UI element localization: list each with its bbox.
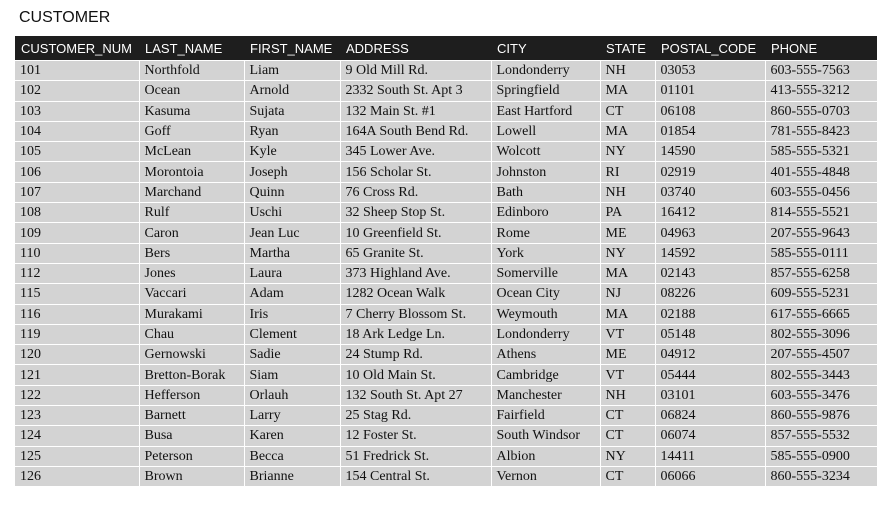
cell-postal-code: 06074 [655, 426, 765, 446]
cell-last-name: Barnett [139, 406, 244, 426]
cell-phone: 814-555-5521 [765, 203, 877, 223]
header-row [15, 36, 877, 61]
cell-last-name: Morontoia [139, 162, 244, 182]
cell-phone: 207-555-4507 [765, 345, 877, 365]
cell-city: Londonderry [491, 324, 600, 344]
cell-first-name: Clement [244, 324, 340, 344]
table-row [15, 61, 877, 81]
cell-last-name: Murakami [139, 304, 244, 324]
cell-customer-num: 125 [15, 446, 139, 466]
cell-first-name: Laura [244, 263, 340, 283]
cell-phone: 860-555-3234 [765, 466, 877, 486]
cell-first-name: Quinn [244, 182, 340, 202]
cell-last-name: Goff [139, 121, 244, 141]
table-row [15, 385, 877, 405]
cell-city: Cambridge [491, 365, 600, 385]
cell-address: 154 Central St. [340, 466, 491, 486]
cell-customer-num: 101 [15, 61, 139, 81]
cell-postal-code: 08226 [655, 284, 765, 304]
column-header-address: ADDRESS [340, 36, 491, 61]
cell-customer-num: 126 [15, 466, 139, 486]
cell-state: MA [600, 121, 655, 141]
cell-last-name: Vaccari [139, 284, 244, 304]
cell-last-name: Jones [139, 263, 244, 283]
cell-phone: 781-555-8423 [765, 121, 877, 141]
cell-city: Fairfield [491, 406, 600, 426]
column-header-city: CITY [491, 36, 600, 61]
cell-address: 12 Foster St. [340, 426, 491, 446]
cell-first-name: Adam [244, 284, 340, 304]
table-row [15, 365, 877, 385]
table-row [15, 182, 877, 202]
table-title: CUSTOMER [19, 9, 111, 26]
cell-phone: 401-555-4848 [765, 162, 877, 182]
cell-phone: 585-555-5321 [765, 142, 877, 162]
cell-address: 18 Ark Ledge Ln. [340, 324, 491, 344]
table-row [15, 263, 877, 283]
cell-state: NH [600, 182, 655, 202]
cell-phone: 860-555-9876 [765, 406, 877, 426]
cell-state: VT [600, 324, 655, 344]
cell-state: NJ [600, 284, 655, 304]
cell-first-name: Ryan [244, 121, 340, 141]
cell-city: Johnston [491, 162, 600, 182]
cell-address: 1282 Ocean Walk [340, 284, 491, 304]
cell-customer-num: 119 [15, 324, 139, 344]
cell-first-name: Larry [244, 406, 340, 426]
cell-customer-num: 123 [15, 406, 139, 426]
cell-postal-code: 04963 [655, 223, 765, 243]
cell-customer-num: 116 [15, 304, 139, 324]
cell-state: CT [600, 426, 655, 446]
cell-city: Londonderry [491, 61, 600, 81]
table-row [15, 324, 877, 344]
cell-first-name: Siam [244, 365, 340, 385]
table-row [15, 203, 877, 223]
cell-last-name: Caron [139, 223, 244, 243]
table-row [15, 345, 877, 365]
column-header-customer-num: CUSTOMER_NUM [15, 36, 139, 61]
cell-city: Manchester [491, 385, 600, 405]
cell-first-name: Sujata [244, 101, 340, 121]
cell-postal-code: 01854 [655, 121, 765, 141]
cell-state: CT [600, 466, 655, 486]
cell-city: Lowell [491, 121, 600, 141]
cell-postal-code: 05148 [655, 324, 765, 344]
cell-customer-num: 110 [15, 243, 139, 263]
cell-address: 25 Stag Rd. [340, 406, 491, 426]
cell-customer-num: 103 [15, 101, 139, 121]
cell-postal-code: 06108 [655, 101, 765, 121]
cell-last-name: Peterson [139, 446, 244, 466]
cell-state: ME [600, 223, 655, 243]
cell-state: RI [600, 162, 655, 182]
cell-phone: 603-555-0456 [765, 182, 877, 202]
cell-first-name: Liam [244, 61, 340, 81]
cell-address: 32 Sheep Stop St. [340, 203, 491, 223]
cell-phone: 609-555-5231 [765, 284, 877, 304]
cell-state: NY [600, 243, 655, 263]
cell-phone: 857-555-5532 [765, 426, 877, 446]
table-row [15, 446, 877, 466]
cell-city: Springfield [491, 81, 600, 101]
column-header-last-name: LAST_NAME [139, 36, 244, 61]
cell-state: MA [600, 304, 655, 324]
cell-last-name: Northfold [139, 61, 244, 81]
cell-phone: 207-555-9643 [765, 223, 877, 243]
column-header-postal-code: POSTAL_CODE [655, 36, 765, 61]
column-header-phone: PHONE [765, 36, 877, 61]
cell-postal-code: 14592 [655, 243, 765, 263]
cell-postal-code: 14590 [655, 142, 765, 162]
cell-customer-num: 109 [15, 223, 139, 243]
cell-first-name: Jean Luc [244, 223, 340, 243]
cell-state: ME [600, 345, 655, 365]
cell-address: 9 Old Mill Rd. [340, 61, 491, 81]
cell-postal-code: 06066 [655, 466, 765, 486]
cell-state: NH [600, 61, 655, 81]
cell-city: East Hartford [491, 101, 600, 121]
cell-address: 373 Highland Ave. [340, 263, 491, 283]
cell-state: CT [600, 101, 655, 121]
cell-city: Bath [491, 182, 600, 202]
cell-first-name: Sadie [244, 345, 340, 365]
table-row [15, 284, 877, 304]
cell-first-name: Martha [244, 243, 340, 263]
cell-first-name: Karen [244, 426, 340, 446]
table-row [15, 406, 877, 426]
cell-address: 132 Main St. #1 [340, 101, 491, 121]
cell-last-name: Hefferson [139, 385, 244, 405]
table-row [15, 243, 877, 263]
cell-last-name: Ocean [139, 81, 244, 101]
cell-postal-code: 02143 [655, 263, 765, 283]
cell-address: 132 South St. Apt 27 [340, 385, 491, 405]
cell-customer-num: 120 [15, 345, 139, 365]
cell-postal-code: 06824 [655, 406, 765, 426]
column-header-state: STATE [600, 36, 655, 61]
cell-city: Somerville [491, 263, 600, 283]
cell-address: 345 Lower Ave. [340, 142, 491, 162]
cell-postal-code: 03053 [655, 61, 765, 81]
cell-customer-num: 122 [15, 385, 139, 405]
cell-customer-num: 105 [15, 142, 139, 162]
cell-phone: 860-555-0703 [765, 101, 877, 121]
table-row [15, 162, 877, 182]
cell-address: 10 Old Main St. [340, 365, 491, 385]
cell-postal-code: 02188 [655, 304, 765, 324]
cell-last-name: Marchand [139, 182, 244, 202]
cell-customer-num: 102 [15, 81, 139, 101]
table-body [15, 61, 877, 487]
cell-phone: 413-555-3212 [765, 81, 877, 101]
cell-address: 24 Stump Rd. [340, 345, 491, 365]
table-row [15, 466, 877, 486]
cell-first-name: Becca [244, 446, 340, 466]
cell-city: Edinboro [491, 203, 600, 223]
cell-last-name: Rulf [139, 203, 244, 223]
cell-customer-num: 115 [15, 284, 139, 304]
cell-address: 164A South Bend Rd. [340, 121, 491, 141]
cell-first-name: Brianne [244, 466, 340, 486]
cell-state: NH [600, 385, 655, 405]
cell-last-name: Chau [139, 324, 244, 344]
cell-phone: 603-555-3476 [765, 385, 877, 405]
cell-state: MA [600, 263, 655, 283]
cell-address: 10 Greenfield St. [340, 223, 491, 243]
cell-city: Albion [491, 446, 600, 466]
cell-first-name: Arnold [244, 81, 340, 101]
cell-customer-num: 121 [15, 365, 139, 385]
table-row [15, 426, 877, 446]
cell-state: MA [600, 81, 655, 101]
cell-first-name: Orlauh [244, 385, 340, 405]
cell-state: NY [600, 446, 655, 466]
cell-customer-num: 106 [15, 162, 139, 182]
cell-state: PA [600, 203, 655, 223]
table-row [15, 142, 877, 162]
column-header-first-name: FIRST_NAME [244, 36, 340, 61]
cell-postal-code: 16412 [655, 203, 765, 223]
cell-postal-code: 04912 [655, 345, 765, 365]
cell-state: NY [600, 142, 655, 162]
cell-address: 51 Fredrick St. [340, 446, 491, 466]
cell-last-name: Bretton-Borak [139, 365, 244, 385]
cell-city: Ocean City [491, 284, 600, 304]
cell-phone: 802-555-3096 [765, 324, 877, 344]
cell-phone: 585-555-0111 [765, 243, 877, 263]
cell-customer-num: 124 [15, 426, 139, 446]
cell-phone: 617-555-6665 [765, 304, 877, 324]
cell-last-name: Kasuma [139, 101, 244, 121]
cell-state: CT [600, 406, 655, 426]
cell-postal-code: 03101 [655, 385, 765, 405]
cell-phone: 857-555-6258 [765, 263, 877, 283]
cell-address: 76 Cross Rd. [340, 182, 491, 202]
cell-customer-num: 107 [15, 182, 139, 202]
cell-postal-code: 03740 [655, 182, 765, 202]
cell-postal-code: 05444 [655, 365, 765, 385]
cell-address: 65 Granite St. [340, 243, 491, 263]
table-row [15, 81, 877, 101]
customer-table [15, 36, 877, 486]
cell-customer-num: 112 [15, 263, 139, 283]
cell-last-name: Brown [139, 466, 244, 486]
cell-first-name: Uschi [244, 203, 340, 223]
cell-postal-code: 02919 [655, 162, 765, 182]
cell-last-name: Gernowski [139, 345, 244, 365]
cell-customer-num: 108 [15, 203, 139, 223]
cell-city: South Windsor [491, 426, 600, 446]
cell-address: 156 Scholar St. [340, 162, 491, 182]
cell-state: VT [600, 365, 655, 385]
cell-phone: 585-555-0900 [765, 446, 877, 466]
cell-address: 7 Cherry Blossom St. [340, 304, 491, 324]
cell-first-name: Joseph [244, 162, 340, 182]
table-row [15, 121, 877, 141]
cell-city: Vernon [491, 466, 600, 486]
cell-first-name: Kyle [244, 142, 340, 162]
cell-first-name: Iris [244, 304, 340, 324]
cell-city: Weymouth [491, 304, 600, 324]
cell-last-name: McLean [139, 142, 244, 162]
cell-customer-num: 104 [15, 121, 139, 141]
cell-postal-code: 01101 [655, 81, 765, 101]
cell-phone: 802-555-3443 [765, 365, 877, 385]
cell-phone: 603-555-7563 [765, 61, 877, 81]
cell-city: Wolcott [491, 142, 600, 162]
table-row [15, 101, 877, 121]
table-row [15, 223, 877, 243]
cell-address: 2332 South St. Apt 3 [340, 81, 491, 101]
cell-city: York [491, 243, 600, 263]
cell-city: Rome [491, 223, 600, 243]
cell-last-name: Bers [139, 243, 244, 263]
cell-postal-code: 14411 [655, 446, 765, 466]
cell-city: Athens [491, 345, 600, 365]
table-row [15, 304, 877, 324]
cell-last-name: Busa [139, 426, 244, 446]
